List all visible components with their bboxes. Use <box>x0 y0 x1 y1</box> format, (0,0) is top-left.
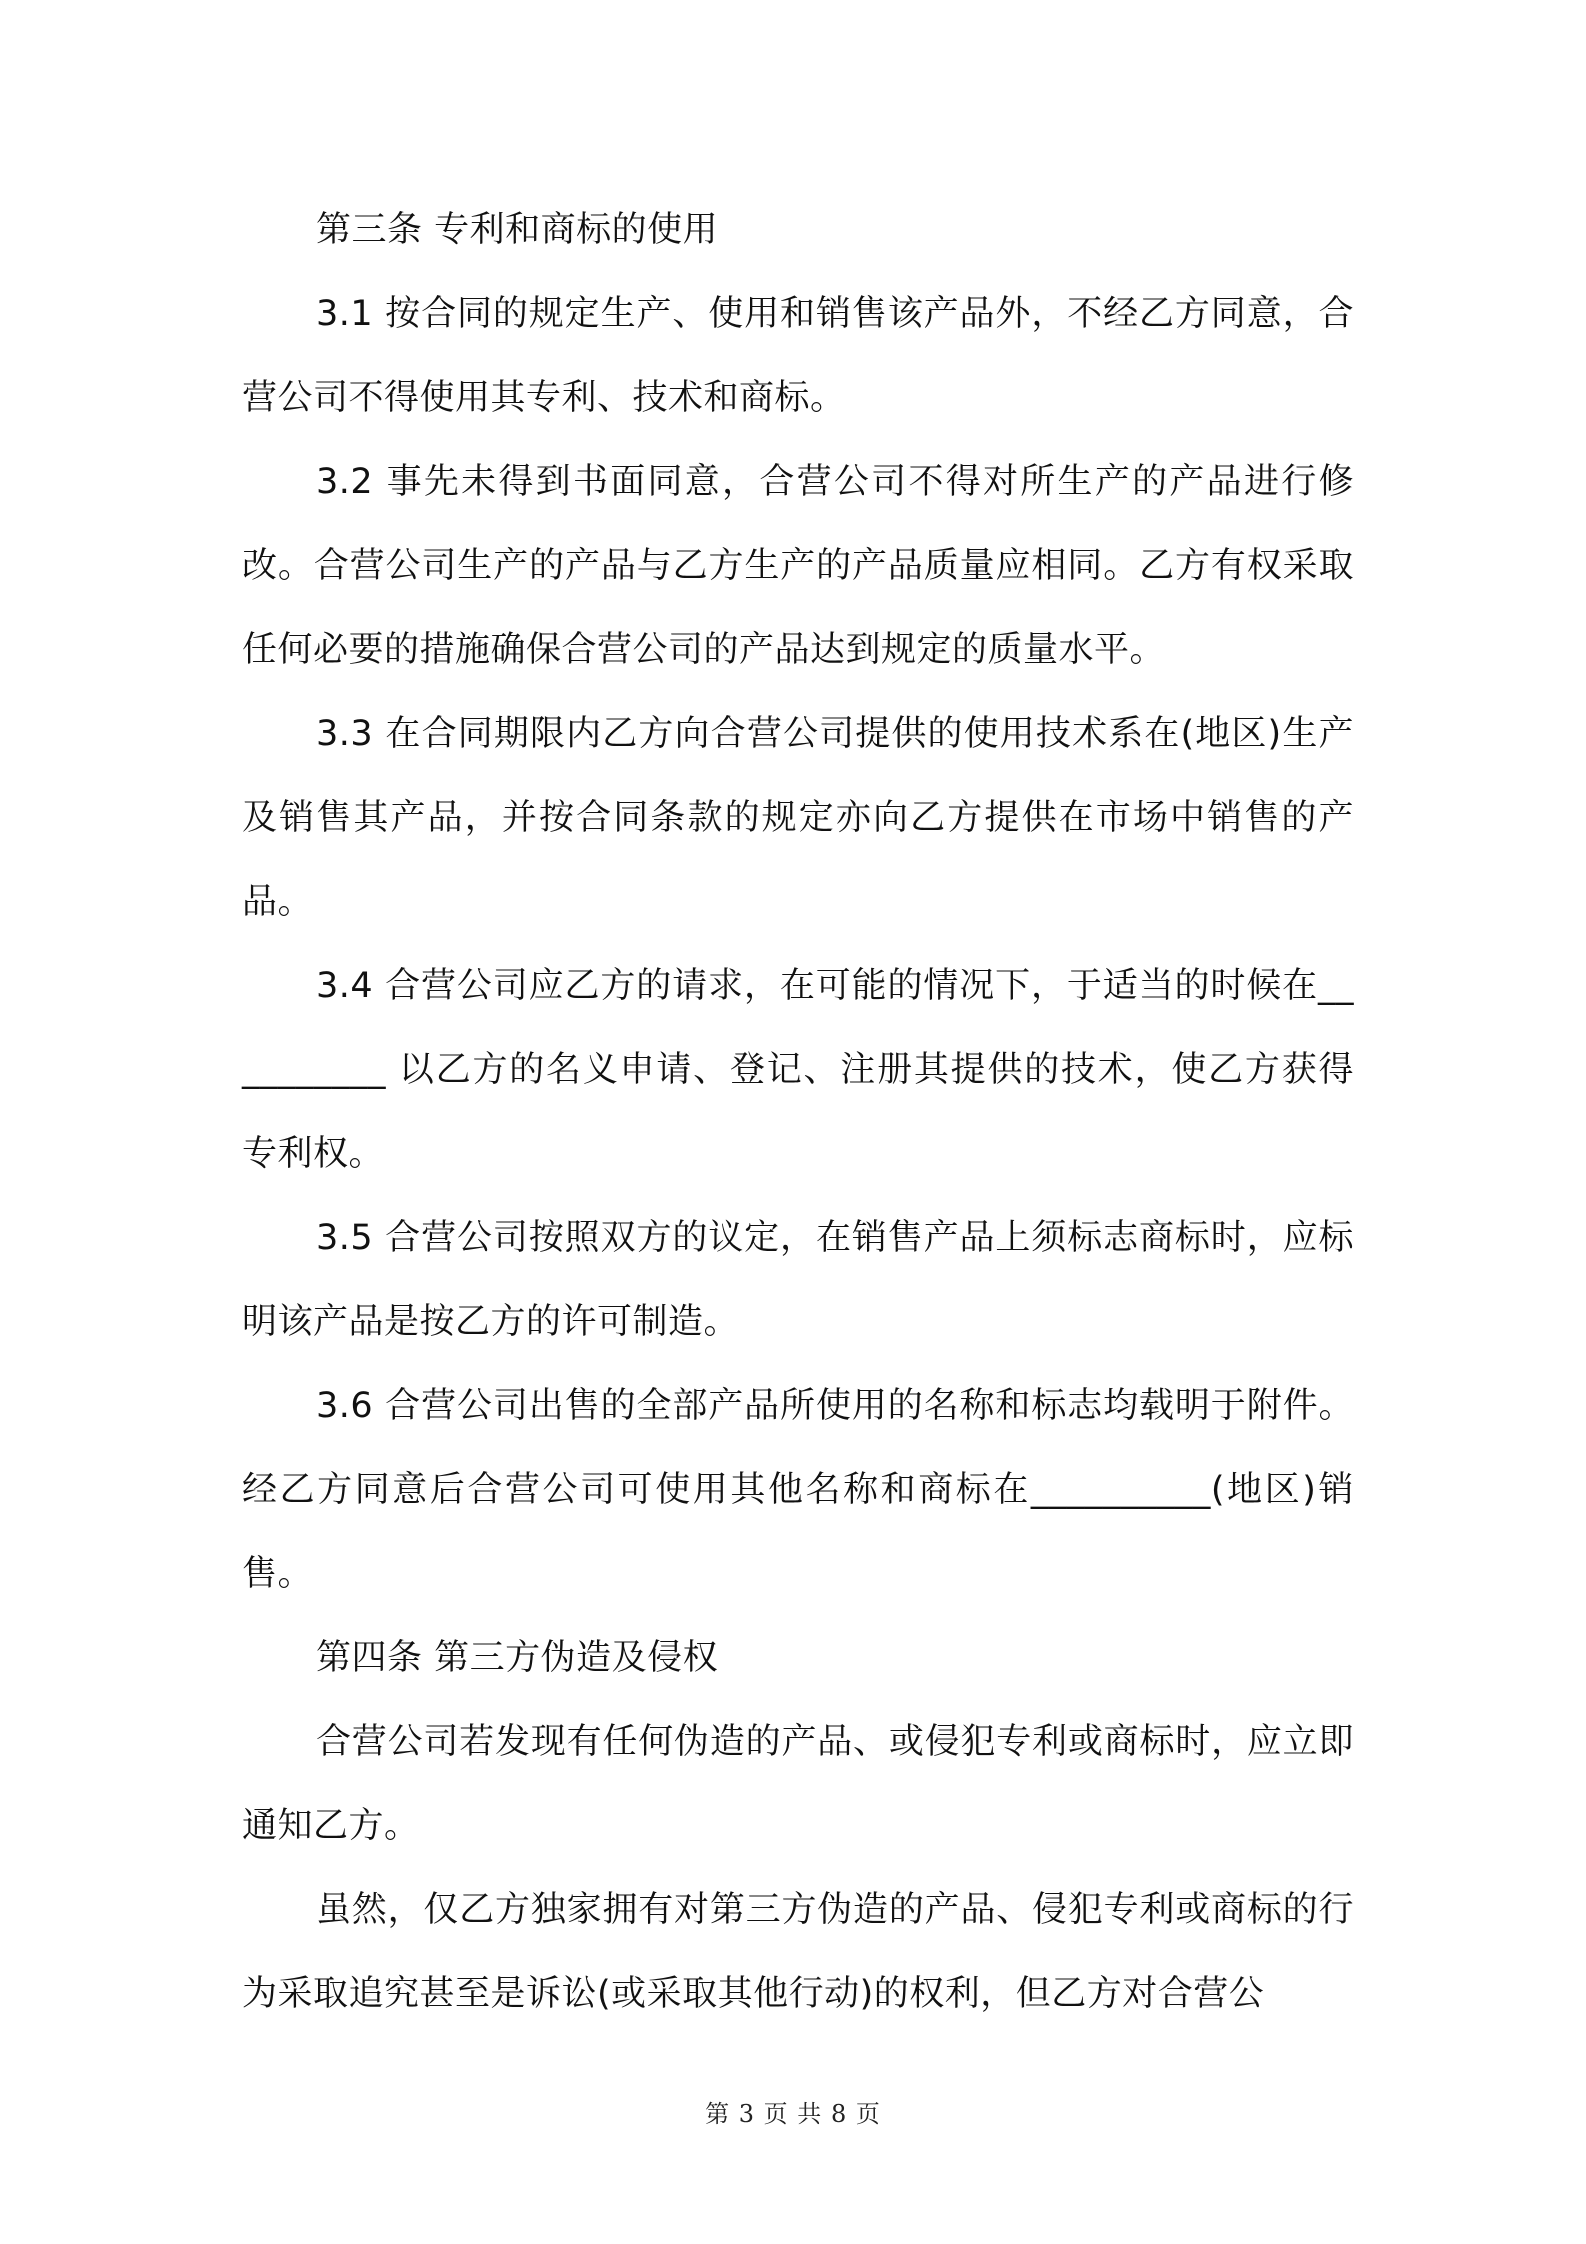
clause-3-2: 3.2 事先未得到书面同意，合营公司不得对所生产的产品进行修改。合营公司生产的产品与乙方生产的产品质量应相同。乙方有权采取任何必要的措施确保合营公司的产品达到规定的质量水平。 <box>242 462 1354 670</box>
clause-3-5: 3.5 合营公司按照双方的议定，在销售产品上须标志商标时，应标明该产品是按乙方的许可制造。 <box>242 1218 1354 1342</box>
document-body <box>242 188 1354 2036</box>
page-number-footer: 第 3 页 共 8 页 <box>705 2100 881 2128</box>
article-4-paragraph-1: 合营公司若发现有任何伪造的产品、或侵犯专利或商标时，应立即通知乙方。 <box>242 1722 1354 1846</box>
article-4-paragraph-2: 虽然，仅乙方独家拥有对第三方伪造的产品、侵犯专利或商标的行为采取追究甚至是诉讼(或采取其他行动)的权利，但乙方对合营公 <box>242 1890 1354 2014</box>
clause-3-1: 3.1 按合同的规定生产、使用和销售该产品外，不经乙方同意，合营公司不得使用其专利、技术和商标。 <box>242 294 1354 418</box>
article-3-heading: 第三条 专利和商标的使用 <box>316 210 719 250</box>
clause-3-4: 3.4 合营公司应乙方的请求，在可能的情况下，于适当的时候在__________ 以乙方的名义申请、登记、注册其提供的技术，使乙方获得专利权。 <box>242 966 1354 1174</box>
clause-3-6: 3.6 合营公司出售的全部产品所使用的名称和标志均载明于附件。经乙方同意后合营公司可使用其他名称和商标在__________(地区)销售。 <box>242 1386 1354 1594</box>
article-4-heading: 第四条 第三方伪造及侵权 <box>316 1638 719 1678</box>
clause-3-3: 3.3 在合同期限内乙方向合营公司提供的使用技术系在(地区)生产及销售其产品，并按合同条款的规定亦向乙方提供在市场中销售的产品。 <box>242 714 1354 922</box>
